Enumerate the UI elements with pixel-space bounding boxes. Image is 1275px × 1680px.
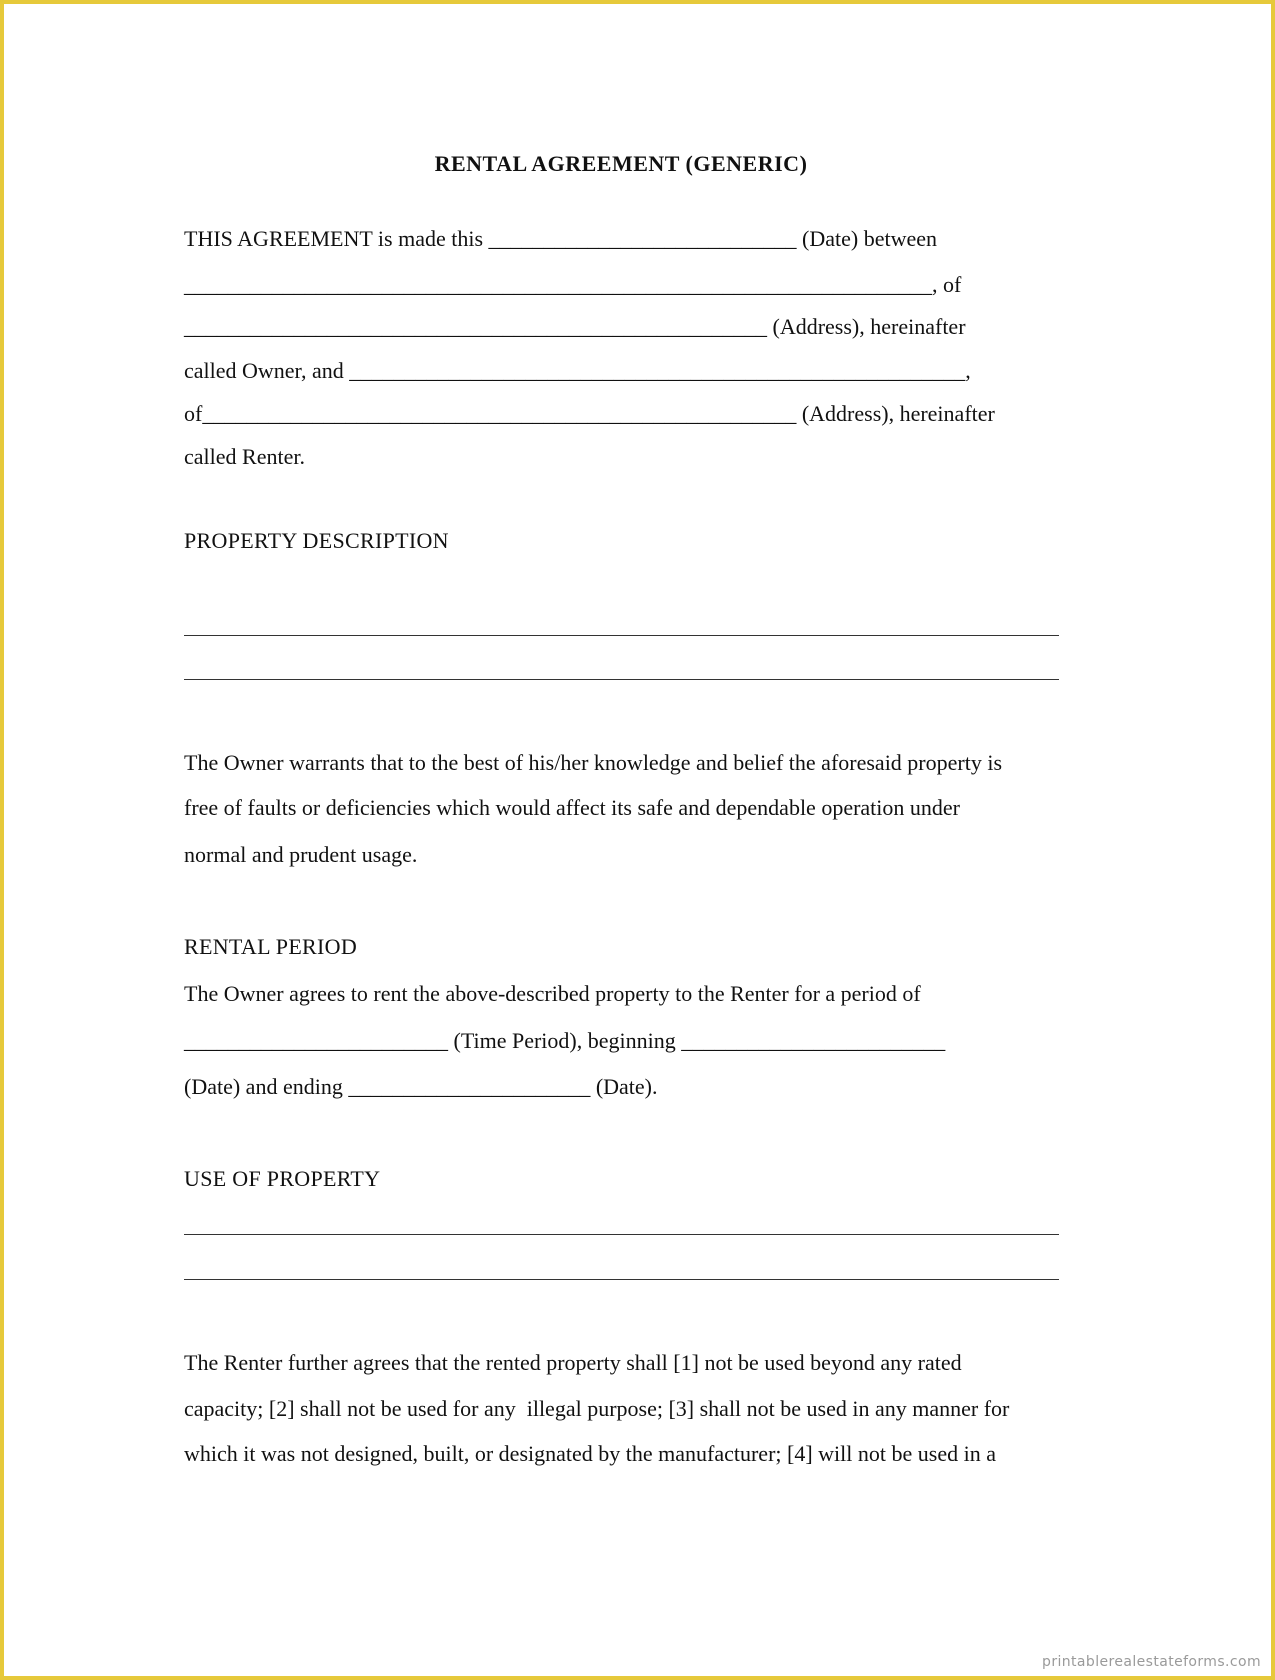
rental-period-line-1: The Owner agrees to rent the above-described property to the Renter for a period of [184,981,921,1006]
parties-line-6: called Renter. [184,444,305,469]
use-line-2: capacity; [2] shall not be used for any illegal purpose; [3] shall not be used in any manner for [184,1396,1010,1421]
use-of-property-blank-2 [184,1279,1059,1280]
parties-line-1: THIS AGREEMENT is made this ____________________________ (Date) between [184,226,938,251]
watermark: printablerealestateforms.com [1042,1654,1261,1670]
warranty-line-1: The Owner warrants that to the best of his/her knowledge and belief the aforesaid property is [184,750,1003,775]
parties-line-3: _____________________________________________________ (Address), hereinafter [184,314,966,339]
warranty-line-2: free of faults or deficiencies which would affect its safe and dependable operation under [184,795,960,820]
property-description-heading: PROPERTY DESCRIPTION [184,528,449,553]
use-line-1: The Renter further agrees that the rented property shall [1] not be used beyond any rated [184,1350,962,1375]
use-line-3: which it was not designed, built, or designated by the manufacturer; [4] will not be used in a [184,1441,996,1466]
warranty-line-3: normal and prudent usage. [184,842,418,867]
rental-period-line-2: ________________________ (Time Period), beginning ________________________ [184,1028,946,1053]
property-description-blank-1 [184,635,1059,636]
document-title: RENTAL AGREEMENT (GENERIC) [434,151,808,176]
use-of-property-blank-1 [184,1234,1059,1235]
rental-period-line-3: (Date) and ending ______________________ (Date). [184,1074,658,1099]
parties-line-5: of______________________________________________________ (Address), hereinafter [184,401,995,426]
property-description-blank-2 [184,679,1059,680]
parties-line-2: ____________________________________________________________________, of [184,272,962,297]
parties-line-4: called Owner, and ________________________________________________________, [184,358,971,383]
rental-period-heading: RENTAL PERIOD [184,934,358,959]
use-of-property-heading: USE OF PROPERTY [184,1166,381,1191]
